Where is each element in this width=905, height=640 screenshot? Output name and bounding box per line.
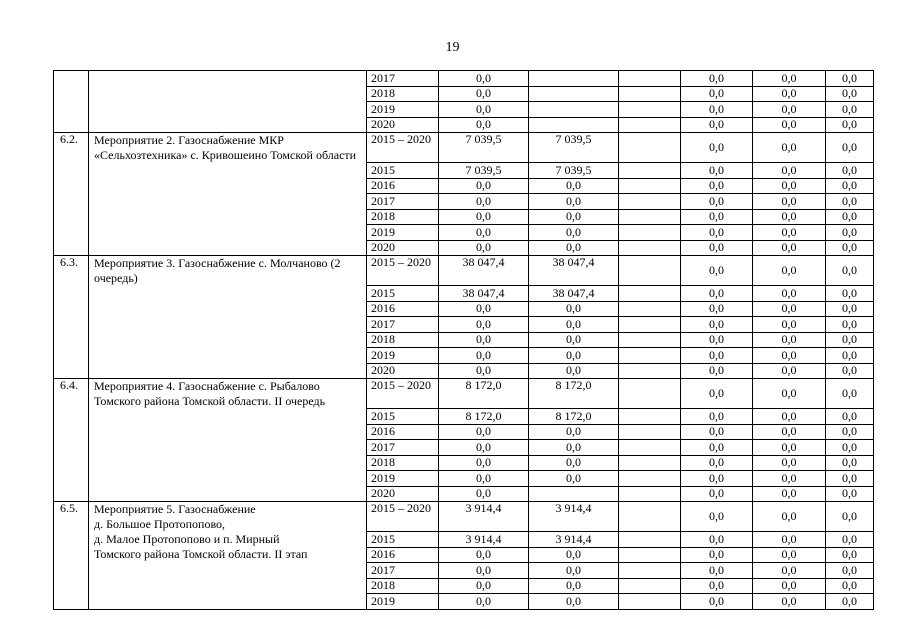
year-zero-3: 0,0 <box>826 424 874 440</box>
event-name-line: д. Малое Протопопово и п. Мирный <box>94 532 280 546</box>
total-funding-cell: 38 047,4 <box>439 286 529 302</box>
federal-funding-cell <box>529 486 619 502</box>
empty-cell <box>619 332 681 348</box>
empty-cell <box>619 363 681 379</box>
total-funding-cell: 0,0 <box>439 424 529 440</box>
year-range-cell: 2015 – 2020 <box>367 502 439 532</box>
row-number-cell: 6.5. <box>54 502 89 610</box>
year-cell: 2015 <box>367 409 439 425</box>
year-zero-2: 0,0 <box>753 225 826 241</box>
total-zero-1: 0,0 <box>681 502 753 532</box>
table-body <box>54 71 874 610</box>
year-zero-3: 0,0 <box>826 163 874 179</box>
year-zero-1: 0,0 <box>681 424 753 440</box>
year-zero-3: 0,0 <box>826 240 874 256</box>
year-zero-1: 0,0 <box>681 563 753 579</box>
year-cell: 2020 <box>367 117 439 133</box>
row-number-cell: 6.2. <box>54 133 89 256</box>
year-zero-3: 0,0 <box>826 348 874 364</box>
year-range-cell: 2015 – 2020 <box>367 256 439 286</box>
empty-cell <box>619 379 681 409</box>
total-funding-cell: 7 039,5 <box>439 133 529 163</box>
year-cell: 2019 <box>367 102 439 118</box>
empty-cell <box>619 240 681 256</box>
federal-funding-cell: 0,0 <box>529 578 619 594</box>
federal-funding-cell: 38 047,4 <box>529 286 619 302</box>
year-zero-2: 0,0 <box>753 471 826 487</box>
total-zero-3: 0,0 <box>826 502 874 532</box>
total-zero-2: 0,0 <box>753 502 826 532</box>
total-zero-2: 0,0 <box>753 256 826 286</box>
federal-funding-cell: 0,0 <box>529 225 619 241</box>
total-funding-cell: 8 172,0 <box>439 379 529 409</box>
year-zero-3: 0,0 <box>826 486 874 502</box>
total-zero-2: 0,0 <box>753 133 826 163</box>
federal-funding-cell: 7 039,5 <box>529 133 619 163</box>
federal-funding-cell: 0,0 <box>529 455 619 471</box>
continuation-zero-3: 0,0 <box>826 117 874 133</box>
federal-funding-cell: 0,0 <box>529 209 619 225</box>
continuation-zero-1: 0,0 <box>681 71 753 87</box>
year-zero-1: 0,0 <box>681 547 753 563</box>
federal-funding-cell: 0,0 <box>529 424 619 440</box>
table-row-total <box>54 256 874 286</box>
year-zero-1: 0,0 <box>681 194 753 210</box>
total-zero-1: 0,0 <box>681 256 753 286</box>
federal-funding-cell: 0,0 <box>529 178 619 194</box>
empty-cell <box>619 547 681 563</box>
year-zero-2: 0,0 <box>753 440 826 456</box>
total-funding-cell: 3 914,4 <box>439 502 529 532</box>
empty-cell <box>619 71 681 87</box>
federal-funding-cell: 0,0 <box>529 348 619 364</box>
year-zero-3: 0,0 <box>826 578 874 594</box>
event-name-cell: Мероприятие 4. Газоснабжение с. Рыбалово Томского района Томской области. II очередь <box>89 379 367 502</box>
year-zero-1: 0,0 <box>681 178 753 194</box>
federal-funding-cell: 0,0 <box>529 563 619 579</box>
year-zero-3: 0,0 <box>826 225 874 241</box>
total-funding-cell: 0,0 <box>439 471 529 487</box>
event-name-cell: Мероприятие 3. Газоснабжение с. Молчаново (2 очередь) <box>89 256 367 379</box>
federal-funding-cell: 0,0 <box>529 240 619 256</box>
year-zero-3: 0,0 <box>826 471 874 487</box>
federal-funding-cell: 3 914,4 <box>529 532 619 548</box>
total-funding-cell: 0,0 <box>439 71 529 87</box>
continuation-zero-1: 0,0 <box>681 117 753 133</box>
total-funding-cell: 38 047,4 <box>439 256 529 286</box>
year-cell: 2018 <box>367 209 439 225</box>
year-zero-1: 0,0 <box>681 578 753 594</box>
federal-funding-cell <box>529 71 619 87</box>
year-cell: 2016 <box>367 178 439 194</box>
year-zero-1: 0,0 <box>681 440 753 456</box>
year-zero-2: 0,0 <box>753 348 826 364</box>
year-zero-3: 0,0 <box>826 363 874 379</box>
year-zero-1: 0,0 <box>681 209 753 225</box>
empty-cell <box>619 440 681 456</box>
continuation-zero-2: 0,0 <box>753 102 826 118</box>
empty-cell <box>619 256 681 286</box>
year-zero-2: 0,0 <box>753 363 826 379</box>
year-zero-3: 0,0 <box>826 286 874 302</box>
total-funding-cell: 0,0 <box>439 547 529 563</box>
total-funding-cell: 0,0 <box>439 194 529 210</box>
table-row-total <box>54 502 874 532</box>
total-funding-cell: 0,0 <box>439 363 529 379</box>
federal-funding-cell: 7 039,5 <box>529 163 619 179</box>
empty-cell <box>619 102 681 118</box>
year-zero-2: 0,0 <box>753 332 826 348</box>
row-number-cell <box>54 71 89 133</box>
total-zero-1: 0,0 <box>681 379 753 409</box>
empty-cell <box>619 532 681 548</box>
total-zero-3: 0,0 <box>826 133 874 163</box>
year-zero-2: 0,0 <box>753 455 826 471</box>
year-cell: 2017 <box>367 440 439 456</box>
year-zero-3: 0,0 <box>826 317 874 333</box>
total-funding-cell: 0,0 <box>439 240 529 256</box>
empty-cell <box>619 409 681 425</box>
year-cell: 2015 <box>367 532 439 548</box>
table-row-total <box>54 133 874 163</box>
continuation-zero-2: 0,0 <box>753 86 826 102</box>
continuation-zero-1: 0,0 <box>681 102 753 118</box>
total-funding-cell: 0,0 <box>439 440 529 456</box>
event-name-cell: Мероприятие 2. Газоснабжение МКР «Сельхозтехника» с. Кривошеино Томской области <box>89 133 367 256</box>
total-funding-cell: 0,0 <box>439 486 529 502</box>
total-funding-cell: 0,0 <box>439 117 529 133</box>
empty-cell <box>619 133 681 163</box>
total-zero-1: 0,0 <box>681 133 753 163</box>
empty-cell <box>619 317 681 333</box>
federal-funding-cell: 8 172,0 <box>529 409 619 425</box>
year-zero-3: 0,0 <box>826 532 874 548</box>
year-cell: 2020 <box>367 486 439 502</box>
year-zero-3: 0,0 <box>826 455 874 471</box>
year-zero-2: 0,0 <box>753 178 826 194</box>
year-cell: 2019 <box>367 471 439 487</box>
year-zero-2: 0,0 <box>753 301 826 317</box>
year-cell: 2020 <box>367 363 439 379</box>
total-zero-3: 0,0 <box>826 256 874 286</box>
continuation-zero-2: 0,0 <box>753 117 826 133</box>
continuation-zero-3: 0,0 <box>826 71 874 87</box>
total-funding-cell: 0,0 <box>439 225 529 241</box>
year-zero-1: 0,0 <box>681 348 753 364</box>
empty-cell <box>619 348 681 364</box>
federal-funding-cell <box>529 117 619 133</box>
page-number: 19 <box>445 40 460 55</box>
federal-funding-cell: 0,0 <box>529 332 619 348</box>
continuation-zero-3: 0,0 <box>826 102 874 118</box>
empty-cell <box>619 301 681 317</box>
year-zero-3: 0,0 <box>826 563 874 579</box>
year-zero-1: 0,0 <box>681 532 753 548</box>
year-cell: 2015 <box>367 163 439 179</box>
year-zero-3: 0,0 <box>826 194 874 210</box>
year-zero-3: 0,0 <box>826 409 874 425</box>
year-range-cell: 2015 – 2020 <box>367 379 439 409</box>
year-zero-3: 0,0 <box>826 209 874 225</box>
year-zero-2: 0,0 <box>753 240 826 256</box>
total-funding-cell: 0,0 <box>439 594 529 610</box>
total-funding-cell: 0,0 <box>439 578 529 594</box>
year-cell: 2018 <box>367 86 439 102</box>
year-zero-1: 0,0 <box>681 240 753 256</box>
empty-cell <box>619 117 681 133</box>
year-cell: 2018 <box>367 332 439 348</box>
table-row-total <box>54 379 874 409</box>
empty-cell <box>619 502 681 532</box>
event-name-cell <box>89 502 367 610</box>
federal-funding-cell: 3 914,4 <box>529 502 619 532</box>
year-zero-2: 0,0 <box>753 594 826 610</box>
year-cell: 2017 <box>367 317 439 333</box>
year-zero-2: 0,0 <box>753 409 826 425</box>
year-cell: 2019 <box>367 594 439 610</box>
empty-cell <box>619 471 681 487</box>
year-cell: 2016 <box>367 547 439 563</box>
year-cell: 2016 <box>367 301 439 317</box>
year-zero-1: 0,0 <box>681 486 753 502</box>
empty-cell <box>619 225 681 241</box>
row-number-cell: 6.3. <box>54 256 89 379</box>
continuation-zero-3: 0,0 <box>826 86 874 102</box>
year-zero-1: 0,0 <box>681 225 753 241</box>
empty-cell <box>619 563 681 579</box>
total-funding-cell: 7 039,5 <box>439 163 529 179</box>
year-zero-2: 0,0 <box>753 286 826 302</box>
federal-funding-cell: 0,0 <box>529 317 619 333</box>
empty-cell <box>619 424 681 440</box>
event-name-cell <box>89 71 367 133</box>
empty-cell <box>619 486 681 502</box>
empty-cell <box>619 178 681 194</box>
year-zero-3: 0,0 <box>826 178 874 194</box>
year-cell: 2015 <box>367 286 439 302</box>
empty-cell <box>619 286 681 302</box>
event-name-line: д. Большое Протопопово, <box>94 517 226 531</box>
total-funding-cell: 0,0 <box>439 348 529 364</box>
year-zero-3: 0,0 <box>826 440 874 456</box>
federal-funding-cell: 0,0 <box>529 471 619 487</box>
row-number-cell: 6.4. <box>54 379 89 502</box>
total-zero-3: 0,0 <box>826 379 874 409</box>
year-zero-1: 0,0 <box>681 409 753 425</box>
year-zero-2: 0,0 <box>753 163 826 179</box>
year-cell: 2018 <box>367 455 439 471</box>
total-funding-cell: 3 914,4 <box>439 532 529 548</box>
empty-cell <box>619 578 681 594</box>
year-zero-2: 0,0 <box>753 317 826 333</box>
federal-funding-cell: 0,0 <box>529 547 619 563</box>
event-name-line: Мероприятие 5. Газоснабжение <box>94 502 256 516</box>
total-funding-cell: 0,0 <box>439 317 529 333</box>
year-zero-3: 0,0 <box>826 332 874 348</box>
year-zero-2: 0,0 <box>753 424 826 440</box>
year-zero-2: 0,0 <box>753 547 826 563</box>
year-zero-1: 0,0 <box>681 332 753 348</box>
table-row <box>54 71 874 87</box>
empty-cell <box>619 194 681 210</box>
year-cell: 2019 <box>367 348 439 364</box>
event-name-line: Томского района Томской области. II этап <box>94 547 308 561</box>
total-zero-2: 0,0 <box>753 379 826 409</box>
empty-cell <box>619 86 681 102</box>
federal-funding-cell: 0,0 <box>529 301 619 317</box>
total-funding-cell: 0,0 <box>439 455 529 471</box>
year-zero-1: 0,0 <box>681 286 753 302</box>
year-cell: 2020 <box>367 240 439 256</box>
year-zero-1: 0,0 <box>681 594 753 610</box>
total-funding-cell: 0,0 <box>439 563 529 579</box>
funding-table <box>53 70 874 610</box>
year-cell: 2017 <box>367 71 439 87</box>
year-zero-1: 0,0 <box>681 455 753 471</box>
total-funding-cell: 0,0 <box>439 178 529 194</box>
year-cell: 2017 <box>367 563 439 579</box>
year-zero-2: 0,0 <box>753 209 826 225</box>
federal-funding-cell: 0,0 <box>529 363 619 379</box>
year-cell: 2019 <box>367 225 439 241</box>
empty-cell <box>619 455 681 471</box>
year-zero-1: 0,0 <box>681 163 753 179</box>
total-funding-cell: 0,0 <box>439 102 529 118</box>
federal-funding-cell <box>529 86 619 102</box>
year-cell: 2017 <box>367 194 439 210</box>
year-zero-2: 0,0 <box>753 194 826 210</box>
total-funding-cell: 8 172,0 <box>439 409 529 425</box>
total-funding-cell: 0,0 <box>439 332 529 348</box>
year-zero-3: 0,0 <box>826 301 874 317</box>
year-zero-3: 0,0 <box>826 547 874 563</box>
total-funding-cell: 0,0 <box>439 209 529 225</box>
year-zero-1: 0,0 <box>681 317 753 333</box>
year-zero-2: 0,0 <box>753 578 826 594</box>
continuation-zero-2: 0,0 <box>753 71 826 87</box>
year-range-cell: 2015 – 2020 <box>367 133 439 163</box>
empty-cell <box>619 209 681 225</box>
year-zero-2: 0,0 <box>753 563 826 579</box>
year-zero-1: 0,0 <box>681 363 753 379</box>
year-zero-3: 0,0 <box>826 594 874 610</box>
year-zero-1: 0,0 <box>681 471 753 487</box>
federal-funding-cell <box>529 102 619 118</box>
year-zero-2: 0,0 <box>753 486 826 502</box>
continuation-zero-1: 0,0 <box>681 86 753 102</box>
federal-funding-cell: 0,0 <box>529 440 619 456</box>
year-zero-2: 0,0 <box>753 532 826 548</box>
year-cell: 2016 <box>367 424 439 440</box>
federal-funding-cell: 0,0 <box>529 194 619 210</box>
federal-funding-cell: 0,0 <box>529 594 619 610</box>
total-funding-cell: 0,0 <box>439 301 529 317</box>
federal-funding-cell: 38 047,4 <box>529 256 619 286</box>
total-funding-cell: 0,0 <box>439 86 529 102</box>
empty-cell <box>619 163 681 179</box>
federal-funding-cell: 8 172,0 <box>529 379 619 409</box>
empty-cell <box>619 594 681 610</box>
year-zero-1: 0,0 <box>681 301 753 317</box>
year-cell: 2018 <box>367 578 439 594</box>
